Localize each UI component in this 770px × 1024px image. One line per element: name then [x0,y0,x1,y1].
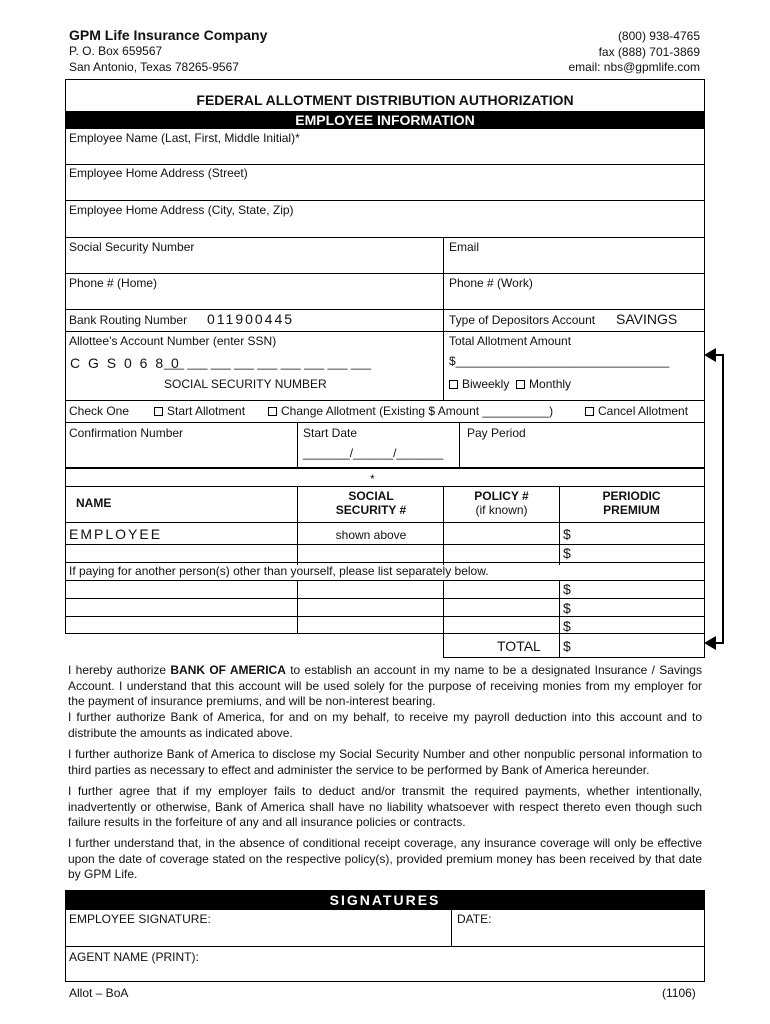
routing-value: 011900445 [207,311,295,327]
biweekly-label: Biweekly [462,377,510,391]
change-allotment-option [268,404,553,418]
col-policy-header-line2: (if known) [475,503,528,517]
pay-period-label: Pay Period [467,426,526,440]
cancel-allotment-option [585,404,688,418]
allottee-label: Allottee’s Account Number (enter SSN) [69,334,277,348]
column-divider [297,422,298,467]
authorization-paragraph-5: I further understand that, in the absence of conditional receipt coverage, any insurance coverage will only be effective upon the date of coverage stated on the respective policy(s), provided premium money has been received by that date by GPM Life. [68,836,702,882]
table-column-line [443,486,444,565]
monthly-checkbox[interactable] [516,380,525,389]
col-premium-header-line1: PERIODIC [602,489,661,503]
check-one-label: Check One [69,404,130,418]
signature-divider [451,910,452,946]
divider [66,331,704,332]
table-row-divider [66,544,704,545]
col-ssn-header [298,489,444,517]
company-contact [568,29,700,76]
start-allotment-option [154,404,245,418]
table-column-line [559,486,560,565]
divider [66,467,704,469]
other-persons-note: If paying for another person(s) other than yourself, please list separately below. [69,564,489,578]
total-box-left [443,634,444,657]
ssn-caption: SOCIAL SECURITY NUMBER [164,377,327,391]
table-column-line [559,580,560,657]
date-label: DATE: [457,912,492,926]
ssn-shown-above: shown above [335,528,407,542]
employee-row-label: EMPLOYEE [69,526,163,542]
company-address-line1: P. O. Box 659567 [69,44,163,58]
company-phone: (800) 938-4765 [617,29,700,43]
asterisk-note: * [370,472,375,486]
divider [66,309,704,310]
table-row-divider [66,562,704,563]
home-street-label: Employee Home Address (Street) [69,166,248,180]
total-label: TOTAL [497,638,541,654]
col-ssn-header-line1: SOCIAL [348,489,394,503]
employee-name-label: Employee Name (Last, First, Middle Initial)* [69,131,300,145]
allottee-blanks[interactable]: ___ ___ ___ ___ ___ ___ ___ ___ ___ [164,356,371,370]
premium-dollar: $ [563,618,571,634]
col-premium-header [559,489,704,517]
divider [66,237,704,238]
table-top-border [66,486,704,487]
phone-work-label: Phone # (Work) [449,276,533,290]
email-label: Email [449,240,480,254]
start-allotment-label: Start Allotment [167,404,246,418]
company-email: email: nbs@gpmlife.com [568,60,700,74]
authorization-paragraph-3: I further authorize Bank of America to disclose my Social Security Number and other nonpublic personal information to third parties as necessary to effect and administer the service to be performed by Bank of America hereunder. [68,747,702,777]
premium-dollar: $ [563,545,571,561]
company-address-line2: San Antonio, Texas 78265-9567 [69,59,239,74]
bracket-line [722,354,724,644]
signatures-title: SIGNATURES [66,891,704,910]
footer-revision: (1106) [662,986,696,1000]
table-column-line [297,580,298,634]
divider [66,200,704,201]
total-allotment-label: Total Allotment Amount [449,334,572,348]
arrow-left-icon [704,348,716,362]
start-date-label: Start Date [303,426,358,440]
col-ssn-header-line2: SECURITY # [335,503,407,517]
monthly-label: Monthly [529,377,572,391]
table-column-line [443,580,444,634]
company-name: GPM Life Insurance Company [69,27,268,43]
phone-home-label: Phone # (Home) [69,276,158,290]
cancel-allotment-label: Cancel Allotment [598,404,689,418]
p1-text-end: to establish an account in my name to be a designated Insurance / Savings Account. I understand that this account will be used solely for the purpose of receiving monies from my employer for the payment of insurance premiums, and will be non-interest bearing. [68,663,702,709]
change-allotment-checkbox[interactable] [268,407,277,416]
biweekly-checkbox[interactable] [449,380,458,389]
total-allotment-field[interactable]: $________________________________ [449,354,670,368]
table-row-divider [66,616,704,617]
cancel-allotment-checkbox[interactable] [585,407,594,416]
ssn-label: Social Security Number [69,240,195,254]
divider [66,422,704,423]
total-box-bottom [443,657,705,658]
allottee-prefix: C G S 0 6 8 0 [70,355,181,371]
col-policy-header-line1: POLICY # [474,489,529,503]
change-allotment-label: Change Allotment (Existing $ Amount __________) [281,404,554,418]
depositor-value: SAVINGS [616,311,678,327]
table-row-divider [66,598,704,599]
frequency-options [449,377,571,391]
bank-name: BANK OF AMERICA [170,663,286,677]
col-premium-header-line2: PREMIUM [603,503,660,517]
company-header [69,26,267,75]
p1-text-start: I hereby authorize [68,663,171,677]
premium-dollar: $ [563,581,571,597]
col-name-header: NAME [76,496,112,510]
company-fax: fax (888) 701-3869 [598,44,700,59]
authorization-paragraph-4: I further agree that if my employer fails to deduct and/or transmit the required payments, whether intentionally, inadvertently or otherwise, Bank of America shall have no liability whatsoever with respect thereto even though such failure results in the forfeiture of any and all insurance policies or contracts. [68,784,702,830]
start-date-field[interactable]: _______/______/_______ [303,446,444,460]
form-title: FEDERAL ALLOTMENT DISTRIBUTION AUTHORIZATION [196,92,574,108]
routing-label: Bank Routing Number [69,313,188,327]
table-row-divider [66,522,704,523]
table-column-line [297,486,298,565]
signature-row-divider [66,946,704,947]
col-policy-header [444,489,559,517]
footer-form-id: Allot – BoA [69,986,129,1000]
agent-name-label: AGENT NAME (PRINT): [69,950,199,964]
confirmation-label: Confirmation Number [69,426,184,440]
divider [66,400,704,401]
premium-dollar: $ [563,526,571,542]
divider [66,164,704,165]
column-divider [443,237,444,400]
employee-signature-label: EMPLOYEE SIGNATURE: [69,912,211,926]
table-row-divider [66,580,704,581]
start-allotment-checkbox[interactable] [154,407,163,416]
depositor-label: Type of Depositors Account [449,313,596,327]
total-dollar: $ [563,638,571,654]
arrow-left-icon [704,636,716,650]
column-divider [459,422,460,467]
home-city-label: Employee Home Address (City, State, Zip) [69,203,294,217]
authorization-paragraph-1 [68,663,702,710]
divider [66,273,704,274]
authorization-paragraph-2: I further authorize Bank of America, for and on my behalf, to receive my payroll deduction into this account and to distribute the amounts as indicated above. [68,710,702,740]
section-employee-information: EMPLOYEE INFORMATION [66,111,704,129]
premium-dollar: $ [563,600,571,616]
